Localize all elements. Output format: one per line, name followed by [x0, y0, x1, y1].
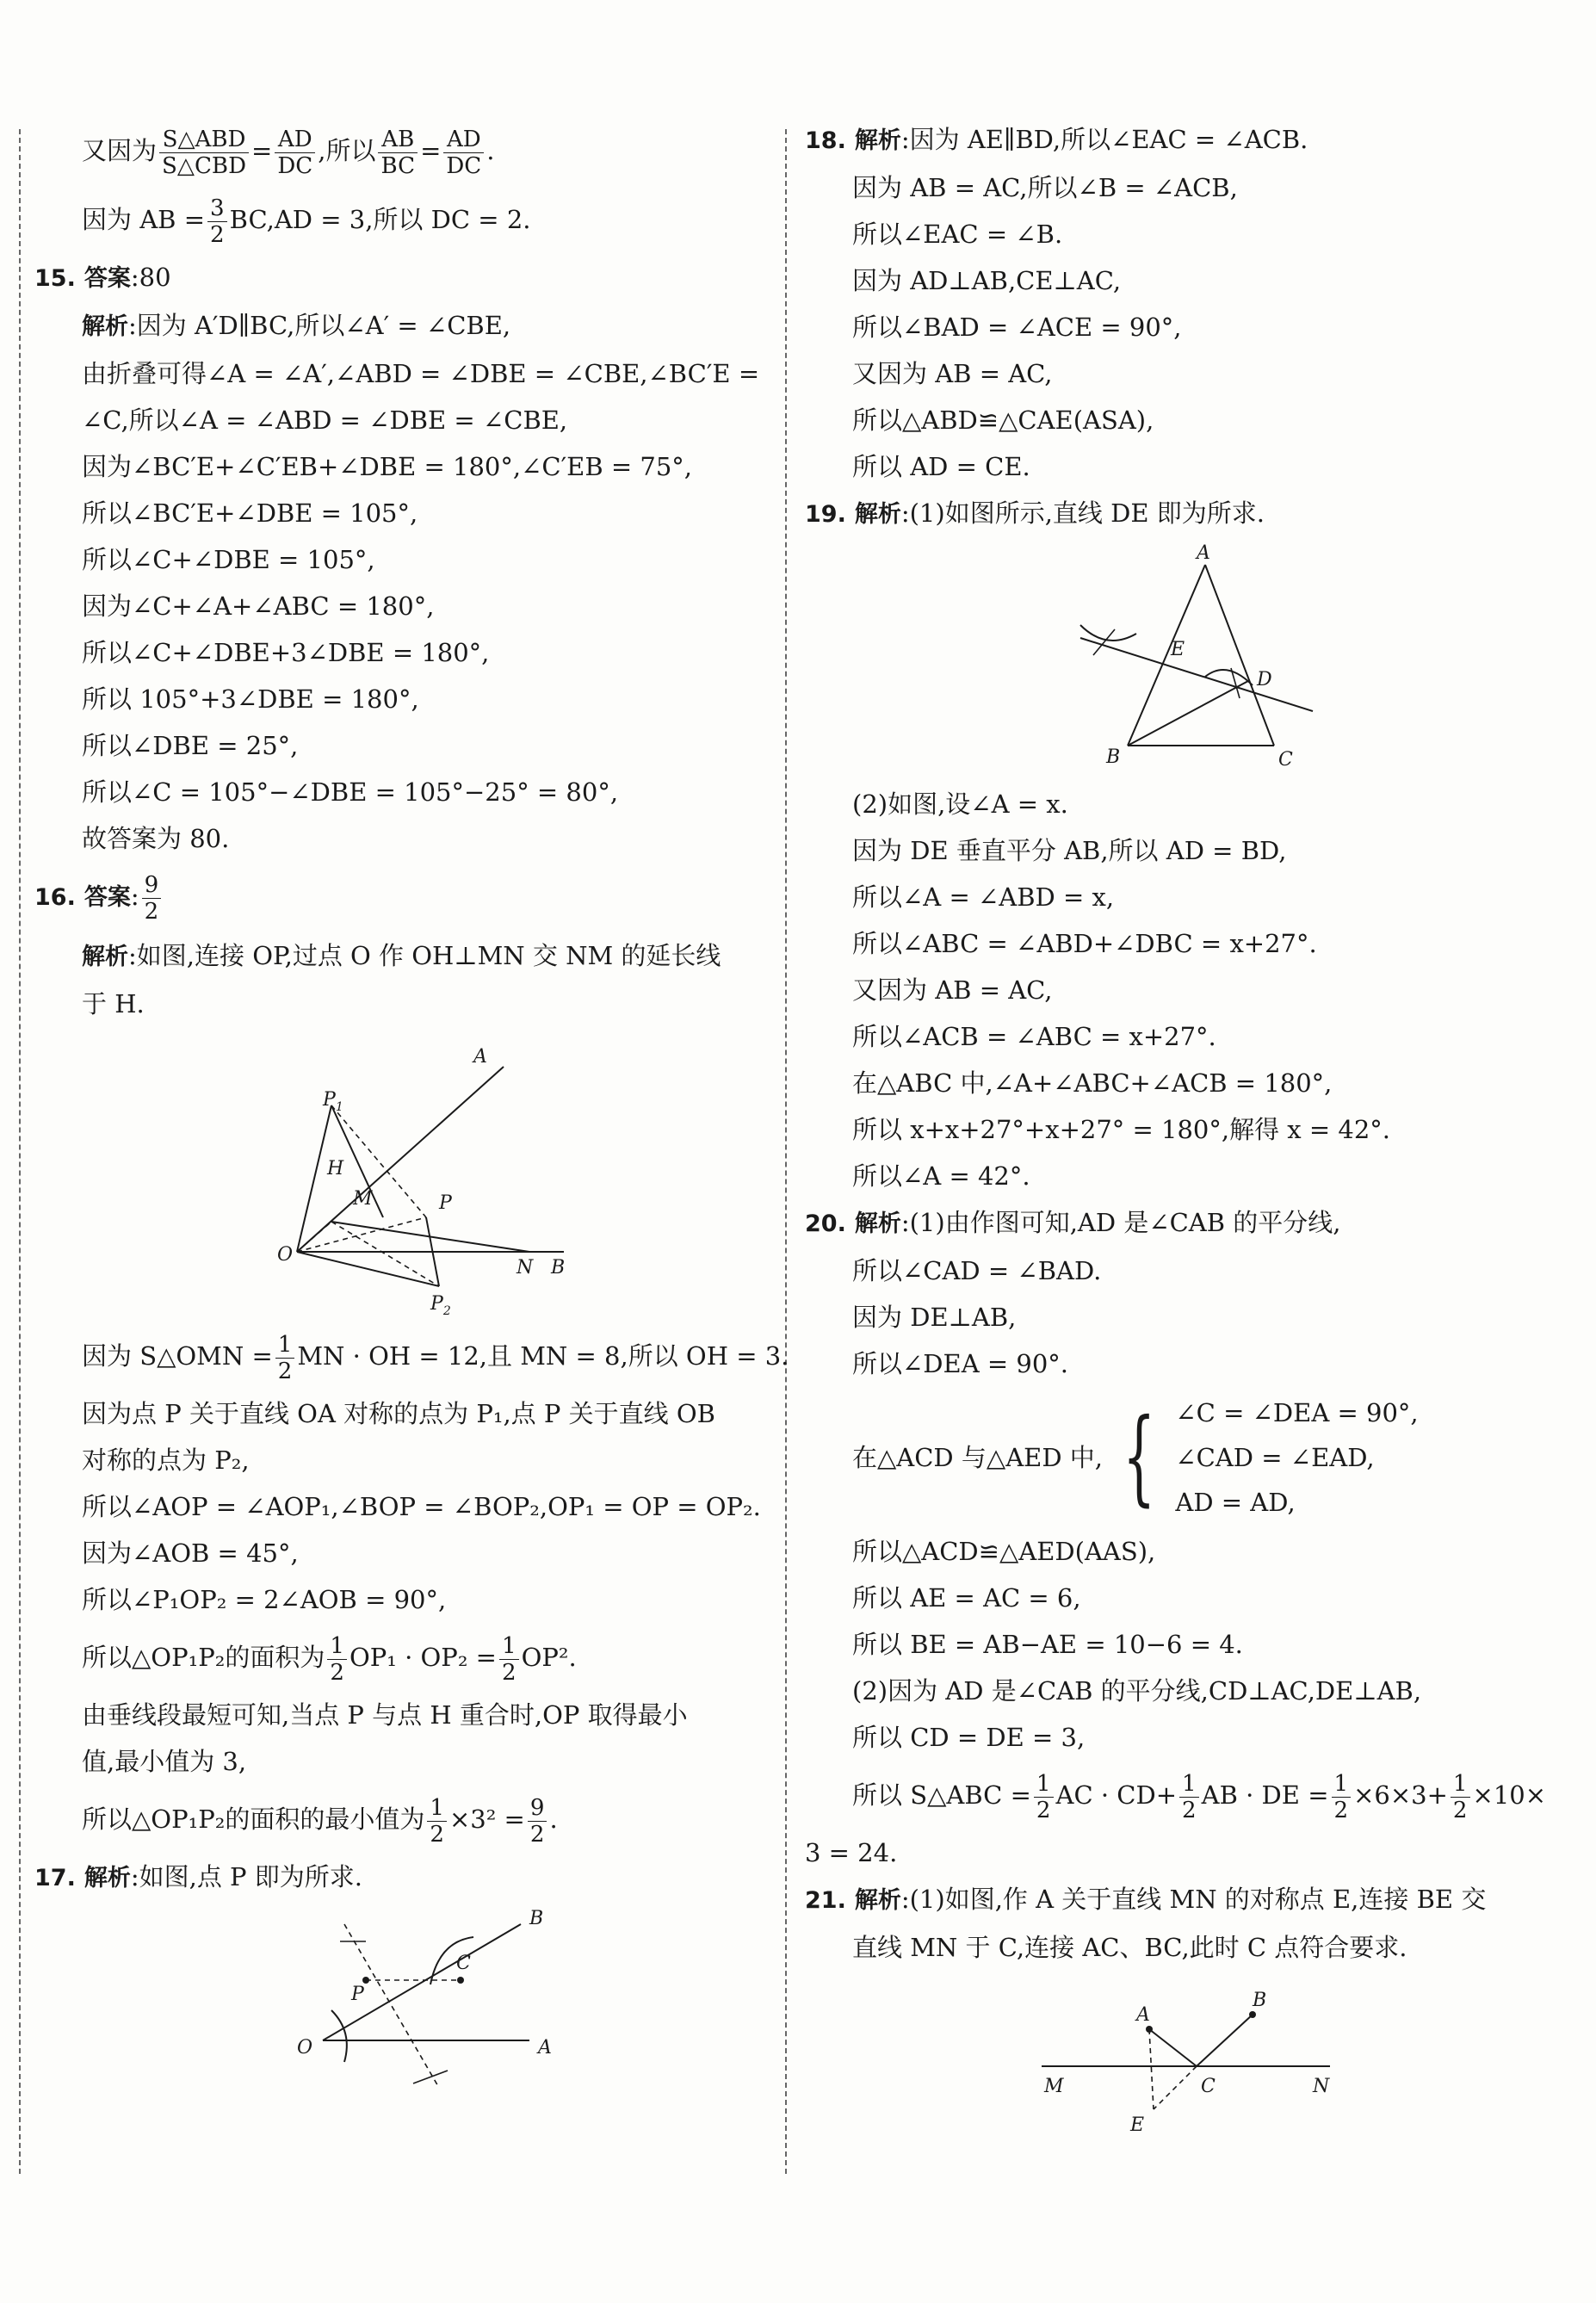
fraction: $\frac{3}{2}$: [207, 195, 227, 248]
q20-solution-line: 所以 CD = DE = 3,: [852, 1723, 1086, 1752]
dashed-ce: [1154, 2066, 1197, 2109]
label-n: N: [1313, 2076, 1330, 2097]
q15-solution-line: ∠C,所以∠A = ∠ABD = ∠DBE = ∠CBE,: [82, 406, 568, 435]
q15-solution-line: 所以∠DBE = 25°,: [82, 731, 299, 760]
segment-op1: [297, 1105, 331, 1252]
q19-solution-line: (2)如图,设∠A = x.: [852, 789, 1068, 819]
q15-solution-line: 所以∠C+∠DBE+3∠DBE = 180°,: [82, 638, 490, 667]
q15-solution-line: 因为∠C+∠A+∠ABC = 180°,: [82, 591, 435, 621]
q15-solution-line: 因为∠BC′E+∠C′EB+∠DBE = 180°,∠C′EB = 75°,: [82, 452, 692, 481]
label-p: P: [351, 1984, 364, 2005]
system-line: ∠CAD = ∠EAD,: [1175, 1443, 1375, 1472]
perp-bisector: [344, 1924, 439, 2088]
q20-solution-line: 所以 BE = AB−AE = 10−6 = 4.: [852, 1630, 1243, 1659]
q16-solution-line: 因为点 P 关于直线 OA 对称的点为 P₁,点 P 关于直线 OB: [82, 1399, 715, 1428]
label-o: O: [277, 1244, 294, 1266]
q19-solution-line: 在△ABC 中,∠A+∠ABC+∠ACB = 180°,: [852, 1068, 1333, 1098]
fraction: $\frac{1}{2}$: [1179, 1771, 1199, 1823]
dashed-ae: [1149, 2029, 1154, 2109]
system-line: ∠C = ∠DEA = 90°,: [1175, 1398, 1419, 1427]
fraction: $\frac{1}{2}$: [1034, 1771, 1054, 1823]
carry-line-2: 因为 AB = $\frac{3}{2}$ BC,AD = 3,所以 DC = 2.: [82, 195, 531, 248]
q16-solution-line: 所以∠AOP = ∠AOP₁,∠BOP = ∠BOP₂,OP₁ = OP = OP₂.: [82, 1492, 761, 1521]
q16-solution-line: 因为∠AOB = 45°,: [82, 1538, 299, 1568]
point-c: [457, 1977, 464, 1984]
q18-solution-line: 所以 AD = CE.: [852, 452, 1030, 481]
q19-figure: [805, 543, 1562, 776]
segment-ac: [1149, 2029, 1197, 2066]
line-de: [1080, 638, 1313, 711]
dashed-p1p: [331, 1105, 426, 1217]
label-e: E: [1130, 2114, 1145, 2136]
q15-solution-line: 所以∠C = 105°−∠DBE = 105°−25° = 80°,: [82, 777, 619, 807]
label-b: B: [1253, 1990, 1267, 2011]
q16-solution-line: 于 H.: [82, 989, 145, 1018]
arc-upper: [1080, 625, 1136, 641]
q15-solution-line: 解析:因为 A′D∥BC,所以∠A′ = ∠CBE,: [82, 311, 511, 340]
fraction: $\frac{AB}{BC}$: [378, 127, 418, 179]
point-p: [362, 1977, 369, 1984]
right-column: [805, 116, 1562, 2145]
q21-figure: [805, 1976, 1562, 2139]
q16-solution-line: 解析:如图,连接 OP,过点 O 作 OH⊥MN 交 NM 的延长线: [82, 941, 721, 970]
q18-solution-line: 又因为 AB = AC,: [852, 359, 1053, 388]
q16-solution-line: 因为 S△OMN = $\frac{1}{2}$ MN · OH = 12,且 MN = 8,所以 OH = 3.: [82, 1331, 789, 1384]
fraction: $\frac{1}{2}$: [1332, 1771, 1352, 1823]
label-a: A: [1136, 2004, 1150, 2026]
q16-solution-line: 由垂线段最短可知,当点 P 与点 H 重合时,OP 取得最小: [82, 1700, 688, 1730]
segment-op2: [297, 1252, 439, 1286]
column-divider: [785, 129, 787, 2174]
q16-solution-line: 所以∠P₁OP₂ = 2∠AOB = 90°,: [82, 1585, 447, 1614]
question-number: 16.: [34, 884, 76, 911]
q15-answer: 15. 答案:80: [34, 263, 171, 292]
fraction: $\frac{9}{2}$: [528, 1795, 547, 1848]
segment-ac: [1205, 565, 1274, 746]
segment-ab: [1128, 565, 1205, 746]
q19-solution-line: 因为 DE 垂直平分 AB,所以 AD = BD,: [852, 836, 1287, 865]
q15-solution-line: 故答案为 80.: [82, 824, 230, 853]
point-b: [1249, 2011, 1256, 2018]
question-number: 21.: [805, 1887, 846, 1914]
label-b: B: [1106, 746, 1121, 768]
q20-solution-line: 所以△ACD≌△AED(AAS),: [852, 1537, 1156, 1566]
q16-solution-line: 对称的点为 P₂,: [82, 1446, 250, 1475]
system-line: AD = AD,: [1175, 1488, 1296, 1517]
q20-area-line: 所以 S△ABC = $\frac{1}{2}$ AC · CD+ $\frac{1}{2}$ AB · DE = $\frac{1}{2}$ ×6×3+ $\frac{1}{2}$ ×10×: [852, 1770, 1547, 1823]
q15-solution-line: 所以∠C+∠DBE = 105°,: [82, 545, 375, 574]
label-a: A: [538, 2037, 552, 2058]
q19-solution-line: 所以∠A = ∠ABD = x,: [852, 882, 1115, 912]
left-margin-rule: [19, 129, 21, 2174]
label-a: A: [1197, 543, 1210, 564]
fraction: $\frac{1}{2}$: [427, 1795, 447, 1848]
q18-solution-line: 所以∠BAD = ∠ACE = 90°,: [852, 313, 1182, 342]
fraction: $\frac{9}{2}$: [142, 872, 162, 925]
arc-o: [331, 2010, 347, 2062]
label-p1: $P_1$: [323, 1089, 343, 1114]
q21-solution-line: 直线 MN 于 C,连接 AC、BC,此时 C 点符合要求.: [852, 1933, 1407, 1962]
q20-solution-line: 所以 AE = AC = 6,: [852, 1583, 1081, 1613]
q17-figure: [34, 1907, 775, 2105]
q20-system: 在△ACD 与△AED 中, { ∠C = ∠DEA = 90°, ∠CAD = ∠EAD, AD = AD,: [805, 1390, 1562, 1525]
q16-figure: [34, 1032, 775, 1316]
q20-solution-line: 3 = 24.: [805, 1838, 898, 1867]
question-number: 15.: [34, 265, 76, 292]
q16-solution-line: 所以△OP₁P₂的面积为 $\frac{1}{2}$ OP₁ · OP₂ = $\frac{1}{2}$ OP².: [82, 1632, 577, 1686]
q16-solution-line: 值,最小值为 3,: [82, 1747, 247, 1776]
q20-solution-line: 因为 DE⊥AB,: [852, 1303, 1017, 1332]
question-number: 20.: [805, 1210, 846, 1237]
label-m: M: [1044, 2076, 1064, 2097]
q20-solution-line: 20. 解析:(1)由作图可知,AD 是∠CAB 的平分线,: [805, 1208, 1341, 1237]
left-brace: {: [1123, 1397, 1156, 1517]
label-c: C: [456, 1953, 471, 1974]
dashed-hp2: [331, 1222, 439, 1286]
label-b: B: [551, 1257, 566, 1278]
q18-solution-line: 所以△ABD≌△CAE(ASA),: [852, 406, 1154, 435]
q18-solution-line: 因为 AB = AC,所以∠B = ∠ACB,: [852, 173, 1238, 202]
q15-solution-line: 所以∠BC′E+∠DBE = 105°,: [82, 498, 418, 528]
segment-bd: [1128, 681, 1248, 746]
q18-solution-line: 因为 AD⊥AB,CE⊥AC,: [852, 266, 1122, 295]
q21-solution-line: 21. 解析:(1)如图,作 A 关于直线 MN 的对称点 E,连接 BE 交: [805, 1885, 1487, 1914]
label-c: C: [1278, 749, 1293, 771]
left-column: [34, 116, 789, 2110]
label-p2: $P_2$: [430, 1293, 451, 1316]
fraction: $\frac{1}{2}$: [499, 1633, 519, 1686]
label-e: E: [1171, 639, 1185, 660]
q15-solution-line: 由折叠可得∠A = ∠A′,∠ABD = ∠DBE = ∠CBE,∠BC′E =: [82, 359, 760, 388]
fraction: $\frac{1}{2}$: [327, 1633, 347, 1686]
q15-solution-line: 所以 105°+3∠DBE = 180°,: [82, 684, 419, 714]
fraction: $\frac{AD}{DC}$: [443, 127, 484, 179]
label-m: M: [353, 1188, 373, 1210]
q19-solution-line: 所以∠A = 42°.: [852, 1161, 1030, 1191]
fraction: $\frac{\text{S△ABD}}{\text{S△CBD}}$: [159, 127, 249, 179]
question-number: 18.: [805, 127, 846, 154]
q20-solution-line: (2)因为 AD 是∠CAB 的平分线,CD⊥AC,DE⊥AB,: [852, 1676, 1422, 1706]
q19-solution-line: 又因为 AB = AC,: [852, 975, 1053, 1005]
q16-solution-line: 所以△OP₁P₂的面积的最小值为 $\frac{1}{2}$ ×3² = $\frac{9}{2}$ .: [82, 1794, 558, 1848]
q20-solution-line: 所以∠CAD = ∠BAD.: [852, 1256, 1102, 1285]
q19-solution-line: 所以∠ABC = ∠ABD+∠DBC = x+27°.: [852, 929, 1317, 958]
label-c: C: [1201, 2076, 1216, 2097]
question-number: 19.: [805, 501, 846, 528]
label-o: O: [297, 2037, 313, 2058]
q16-answer: 16. 答案: $\frac{9}{2}$: [34, 862, 775, 932]
q19-solution-line: 19. 解析:(1)如图所示,直线 DE 即为所求.: [805, 498, 1265, 528]
q19-solution-line: 所以∠ACB = ∠ABC = x+27°.: [852, 1022, 1216, 1051]
q20-solution-line: 所以∠DEA = 90°.: [852, 1349, 1069, 1378]
segment-bc: [1197, 2015, 1253, 2066]
question-number: 17.: [34, 1865, 76, 1891]
fraction: $\frac{1}{2}$: [275, 1332, 295, 1384]
label-h: H: [327, 1158, 344, 1179]
q18-solution-line: 18. 解析:因为 AE∥BD,所以∠EAC = ∠ACB.: [805, 125, 1308, 154]
fraction: $\frac{1}{2}$: [1451, 1771, 1470, 1823]
fraction: $\frac{AD}{DC}$: [275, 127, 315, 179]
label-n: N: [517, 1257, 534, 1278]
point-a: [1146, 2026, 1153, 2033]
label-p: P: [439, 1192, 452, 1214]
q17-solution-line: 17. 解析:如图,点 P 即为所求.: [34, 1862, 363, 1891]
q19-solution-line: 所以 x+x+27°+x+27° = 180°,解得 x = 42°.: [852, 1115, 1391, 1144]
carry-line-1: 又因为 $\frac{\text{S△ABD}}{\text{S△CBD}}$ = $\frac{AD}{DC}$ ,所以 $\frac{AB}{BC}$ = $\frac{AD}{DC}$ .: [82, 126, 495, 179]
label-b: B: [529, 1908, 544, 1929]
label-a: A: [473, 1046, 487, 1068]
label-d: D: [1257, 669, 1272, 690]
q18-solution-line: 所以∠EAC = ∠B.: [852, 220, 1063, 249]
